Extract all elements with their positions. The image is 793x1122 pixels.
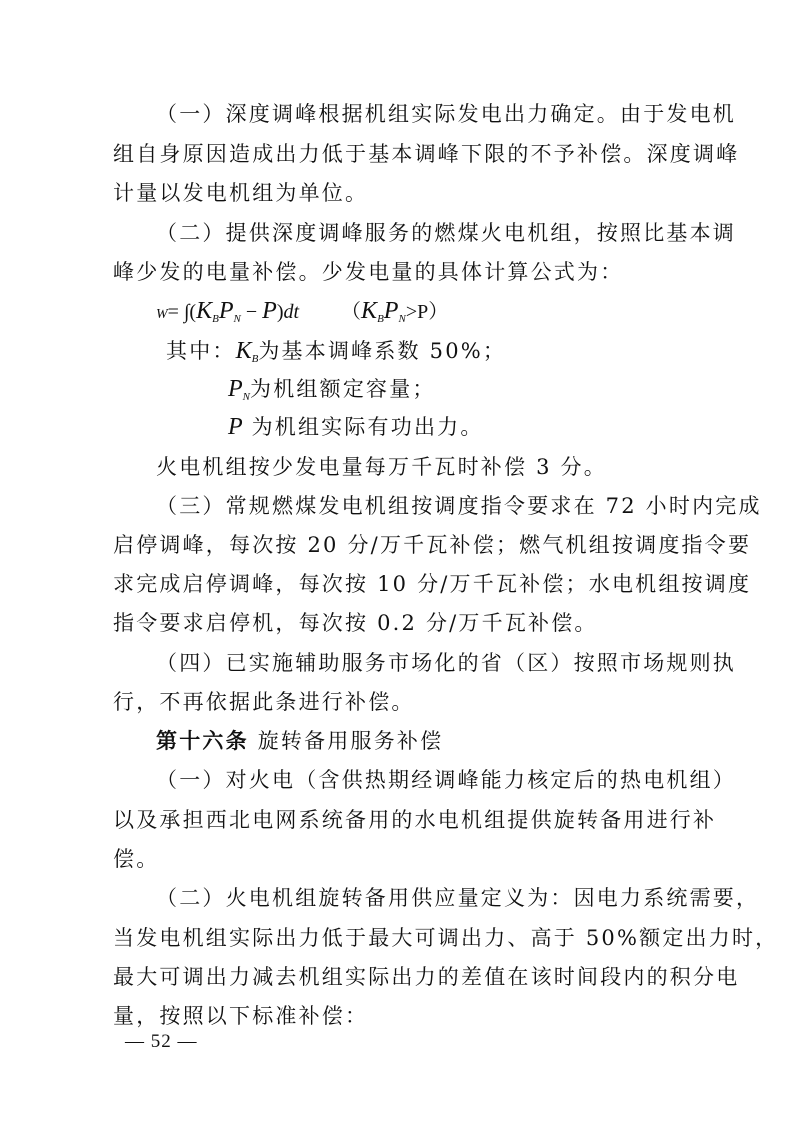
where-p-desc: 为机组实际有功出力。 — [251, 415, 484, 439]
paragraph-line: 以及承担西北电网系统备用的水电机组提供旋转备用进行补 — [113, 808, 717, 832]
paragraph-line: 偿。 — [113, 847, 160, 871]
formula-p: P — [218, 298, 234, 324]
paragraph-line: （一）深度调峰根据机组实际发电出力确定。由于发电机 — [156, 102, 736, 126]
where-k: K — [235, 338, 252, 364]
paragraph-line: 火电机组按少发电量每万千瓦时补偿 3 分。 — [156, 455, 607, 479]
formula-minus: − — [240, 301, 263, 323]
where-k-desc: 为基本调峰系数 50%； — [258, 339, 507, 363]
paragraph-line: 启停调峰，每次按 20 分/万千瓦补偿；燃气机组按调度指令要 — [113, 533, 752, 557]
article-number: 第十六条 — [156, 728, 249, 753]
where-k-sub: B — [251, 353, 259, 365]
article-title: 旋转备用服务补偿 — [257, 729, 444, 753]
paragraph-line: 指令要求启停机，每次按 0.2 分/万千瓦补偿。 — [113, 611, 598, 635]
paragraph-line: 组自身原因造成出力低于基本调峰下限的不予补偿。深度调峰 — [113, 142, 740, 166]
formula-close: ) — [276, 301, 284, 323]
where-line-k — [166, 336, 746, 374]
where-p-sub: N — [242, 391, 251, 403]
where-line-p — [228, 412, 793, 442]
formula-p-sub: N — [233, 313, 241, 325]
article-heading — [156, 726, 736, 756]
formula — [156, 296, 736, 334]
condition-open: （ — [341, 301, 362, 323]
paragraph-line: 峰少发的电量补偿。少发电量的具体计算公式为： — [113, 260, 624, 284]
paragraph-line: 求完成启停调峰，每次按 10 分/万千瓦补偿；水电机组按调度 — [113, 572, 752, 596]
where-line-pn — [228, 374, 793, 412]
condition-p-sub: N — [398, 313, 406, 325]
formula-k-sub: B — [212, 313, 219, 325]
paragraph-line: （三）常规燃煤发电机组按调度指令要求在 72 小时内完成 — [156, 494, 762, 518]
paragraph-line: 最大可调出力减去机组实际出力的差值在该时间段内的积分电 — [113, 965, 740, 989]
condition-close: ） — [428, 301, 449, 323]
paragraph-line: 量，按照以下标准补偿： — [113, 1004, 369, 1028]
formula-k: K — [196, 298, 213, 324]
condition-p-upright: P — [417, 301, 429, 323]
where-p: P — [228, 376, 243, 402]
where-pn-desc: 为机组额定容量； — [250, 377, 436, 401]
condition-p: P — [383, 298, 399, 324]
where-pp: P — [228, 414, 243, 440]
condition-k-sub: B — [377, 313, 384, 325]
paragraph-line: （二）提供深度调峰服务的燃煤火电机组，按照比基本调 — [156, 221, 736, 245]
formula-integral: = ∫( — [167, 301, 197, 323]
paragraph-line: 行，不再依据此条进行补偿。 — [113, 690, 415, 714]
paragraph-line: 当发电机组实际出力低于最大可调出力、高于 50%额定出力时， — [113, 926, 779, 950]
where-label: 其中： — [166, 339, 236, 363]
formula-dt: dt — [283, 301, 300, 323]
paragraph-line: （二）火电机组旋转备用供应量定义为：因电力系统需要， — [156, 886, 760, 910]
condition-k: K — [361, 298, 378, 324]
page-number: — 52 — — [125, 1031, 198, 1052]
paragraph-line: （四）已实施辅助服务市场化的省（区）按照市场规则执 — [156, 651, 736, 675]
formula-p2: P — [262, 298, 277, 324]
paragraph-line: （一）对火电（含供热期经调峰能力核定后的热电机组） — [156, 768, 736, 792]
condition-gt: > — [405, 301, 418, 323]
formula-w: W — [156, 307, 168, 322]
paragraph-line: 计量以发电机组为单位。 — [113, 181, 369, 205]
